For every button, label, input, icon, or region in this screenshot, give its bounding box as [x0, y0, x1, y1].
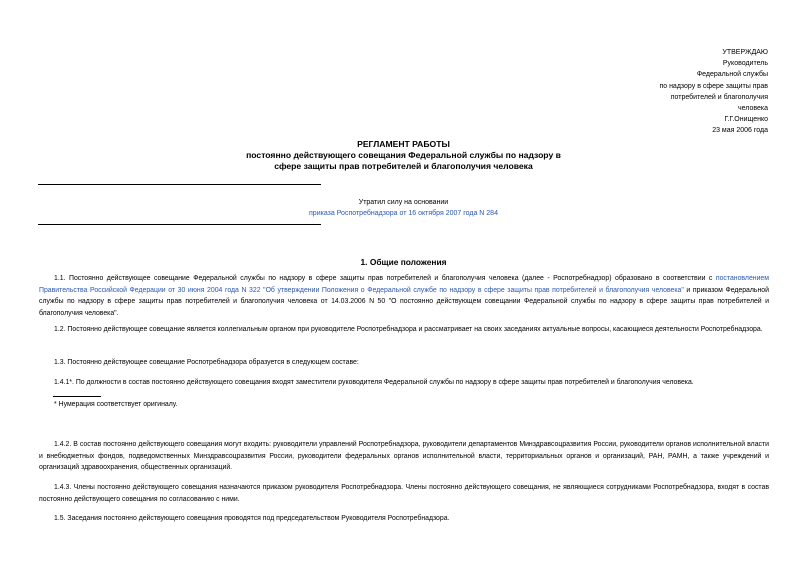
approval-line: по надзору в сфере защиты прав — [659, 82, 768, 90]
paragraph-text: 1.2. Постоянно действующее совещание является коллегиальным органом при руководителе Роспотребнадзора и рассматривает на своих заседаниях актуальные вопросы, касающиеся деятельности Роспотребнадзора. — [54, 326, 763, 333]
paragraph-text: 1.4.3. Члены постоянно действующего совещания назначаются приказом руководителя Роспотребнадзора. Члены постоянно действующего совещания, не являющиеся сотрудниками Роспотребнадзора, входят в состав постоянно действующего совещания по согласованию с ними. — [39, 484, 769, 503]
paragraph-1-3 — [39, 357, 769, 369]
approval-line: Федеральной службы — [696, 71, 768, 79]
decree-link[interactable]: постановлением Правительства Российской Федерации от 30 июня 2004 года N 322 "Об утверждении Положения о Федеральной службе по надзору в сфере защиты прав потребителей и благополучия человека" — [39, 275, 769, 294]
approval-line: человека — [737, 105, 768, 113]
document-title — [0, 139, 807, 171]
paragraph-1-5 — [39, 513, 769, 525]
paragraph-1-1 — [39, 273, 769, 319]
paragraph-text: 1.4.2. В состав постоянно действующего совещания могут входить: руководители управлений Роспотребнадзора, руководители департаментов Минздравсоцразвития России, руководители органов исполнительной власти и внебюджетных фондов, подведомственных Минздравсоцразвития России, руководители федеральных органов исполнительной власти, территориальных органов и организаций, РАН, РАМН, а также учреждений и организаций здравоохранения, общественных организаций. — [39, 441, 769, 471]
lost-force-note — [0, 197, 807, 219]
paragraph-1-4-2 — [39, 439, 769, 474]
title-line: РЕГЛАМЕНТ РАБОТЫ — [357, 139, 450, 149]
paragraph-text: 1.3. Постоянно действующее совещание Роспотребнадзора образуется в следующем составе: — [54, 359, 359, 366]
approval-block — [568, 47, 768, 137]
paragraph-1-2 — [39, 324, 769, 336]
paragraph-1-4-1 — [39, 377, 769, 389]
approval-line: 23 мая 2006 года — [712, 127, 768, 135]
title-line: сфере защиты прав потребителей и благополучия человека — [274, 160, 533, 171]
lost-force-text: Утратил силу на основании — [358, 199, 449, 206]
approval-line: УТВЕРЖДАЮ — [722, 49, 768, 56]
paragraph-text: 1.5. Заседания постоянно действующего совещания проводятся под председательством Руководителя Роспотребнадзора. — [54, 515, 450, 522]
paragraph-1-4-3 — [39, 482, 769, 505]
title-line: постоянно действующего совещания Федеральной службы по надзору в — [246, 149, 561, 160]
separator-bottom — [38, 224, 321, 225]
footnote-separator — [53, 396, 101, 397]
approval-line: Руководитель — [722, 60, 768, 68]
section-title: 1. Общие положения — [360, 257, 447, 267]
paragraph-text: 1.1. Постоянно действующее совещание Федеральной службы по надзору в сфере защиты прав потребителей и благополучия человека (далее - Роспотребнадзор) образовано в соответствии с — [54, 275, 716, 282]
paragraph-text: 1.4.1*. По должности в состав постоянно действующего совещания входят заместители руководителя Федеральной службы по надзору в сфере защиты прав потребителей и благополучия человека. — [54, 379, 694, 386]
approval-line: Г.Г.Онищенко — [724, 116, 768, 124]
separator-top — [38, 184, 321, 185]
paragraph-text: и приказом Федеральной службы по надзору в сфере защиты прав потребителей и благополучия человека от 14.03.2006 N 50 "О постоянно действующем совещании Федеральной службы по надзору в сфере защиты прав потребителей и благополучия человека". — [39, 286, 769, 317]
footnote: * Нумерация соответствует оригиналу. — [54, 401, 178, 408]
lost-force-link[interactable]: приказа Роспотребнадзора от 16 октября 2007 года N 284 — [309, 210, 498, 218]
approval-line: потребителей и благополучия — [670, 93, 768, 101]
